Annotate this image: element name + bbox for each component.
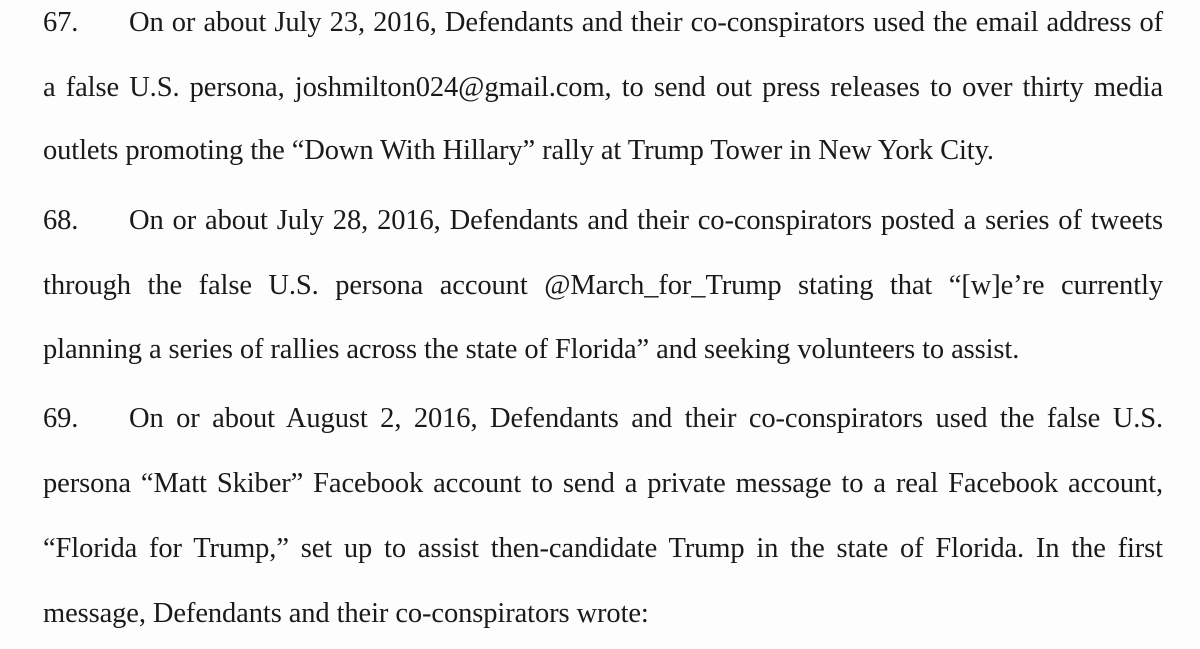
- paragraph-69-line-3: “Florida for Trump,” set up to assist then-candidate Trump in the state of Florida. In the first: [43, 533, 1163, 564]
- paragraph-number: 68.: [43, 205, 79, 236]
- paragraph-68-line-1: [43, 204, 1163, 238]
- paragraph-text: On or about August 2, 2016, Defendants and their co-conspirators used the false U.S.: [129, 403, 1163, 434]
- paragraph-67-line-3: outlets promoting the “Down With Hillary” rally at Trump Tower in New York City.: [43, 135, 994, 166]
- paragraph-67-line-2: a false U.S. persona, joshmilton024@gmail.com, to send out press releases to over thirty media: [43, 72, 1163, 103]
- paragraph-text: On or about July 23, 2016, Defendants and their co-conspirators used the email address of: [129, 7, 1163, 38]
- paragraph-number: 69.: [43, 403, 79, 434]
- paragraph-69-line-2: persona “Matt Skiber” Facebook account to send a private message to a real Facebook account,: [43, 468, 1163, 499]
- paragraph-67-line-1: [43, 6, 1163, 40]
- paragraph-69-line-1: [43, 402, 1163, 436]
- paragraph-69-line-4: message, Defendants and their co-conspirators wrote:: [43, 598, 649, 629]
- paragraph-68-line-2: through the false U.S. persona account @March_for_Trump stating that “[w]e’re currently: [43, 270, 1163, 301]
- paragraph-number: 67.: [43, 7, 79, 38]
- paragraph-68-line-3: planning a series of rallies across the state of Florida” and seeking volunteers to assist.: [43, 334, 1020, 365]
- paragraph-text: On or about July 28, 2016, Defendants and their co-conspirators posted a series of tweets: [129, 205, 1163, 236]
